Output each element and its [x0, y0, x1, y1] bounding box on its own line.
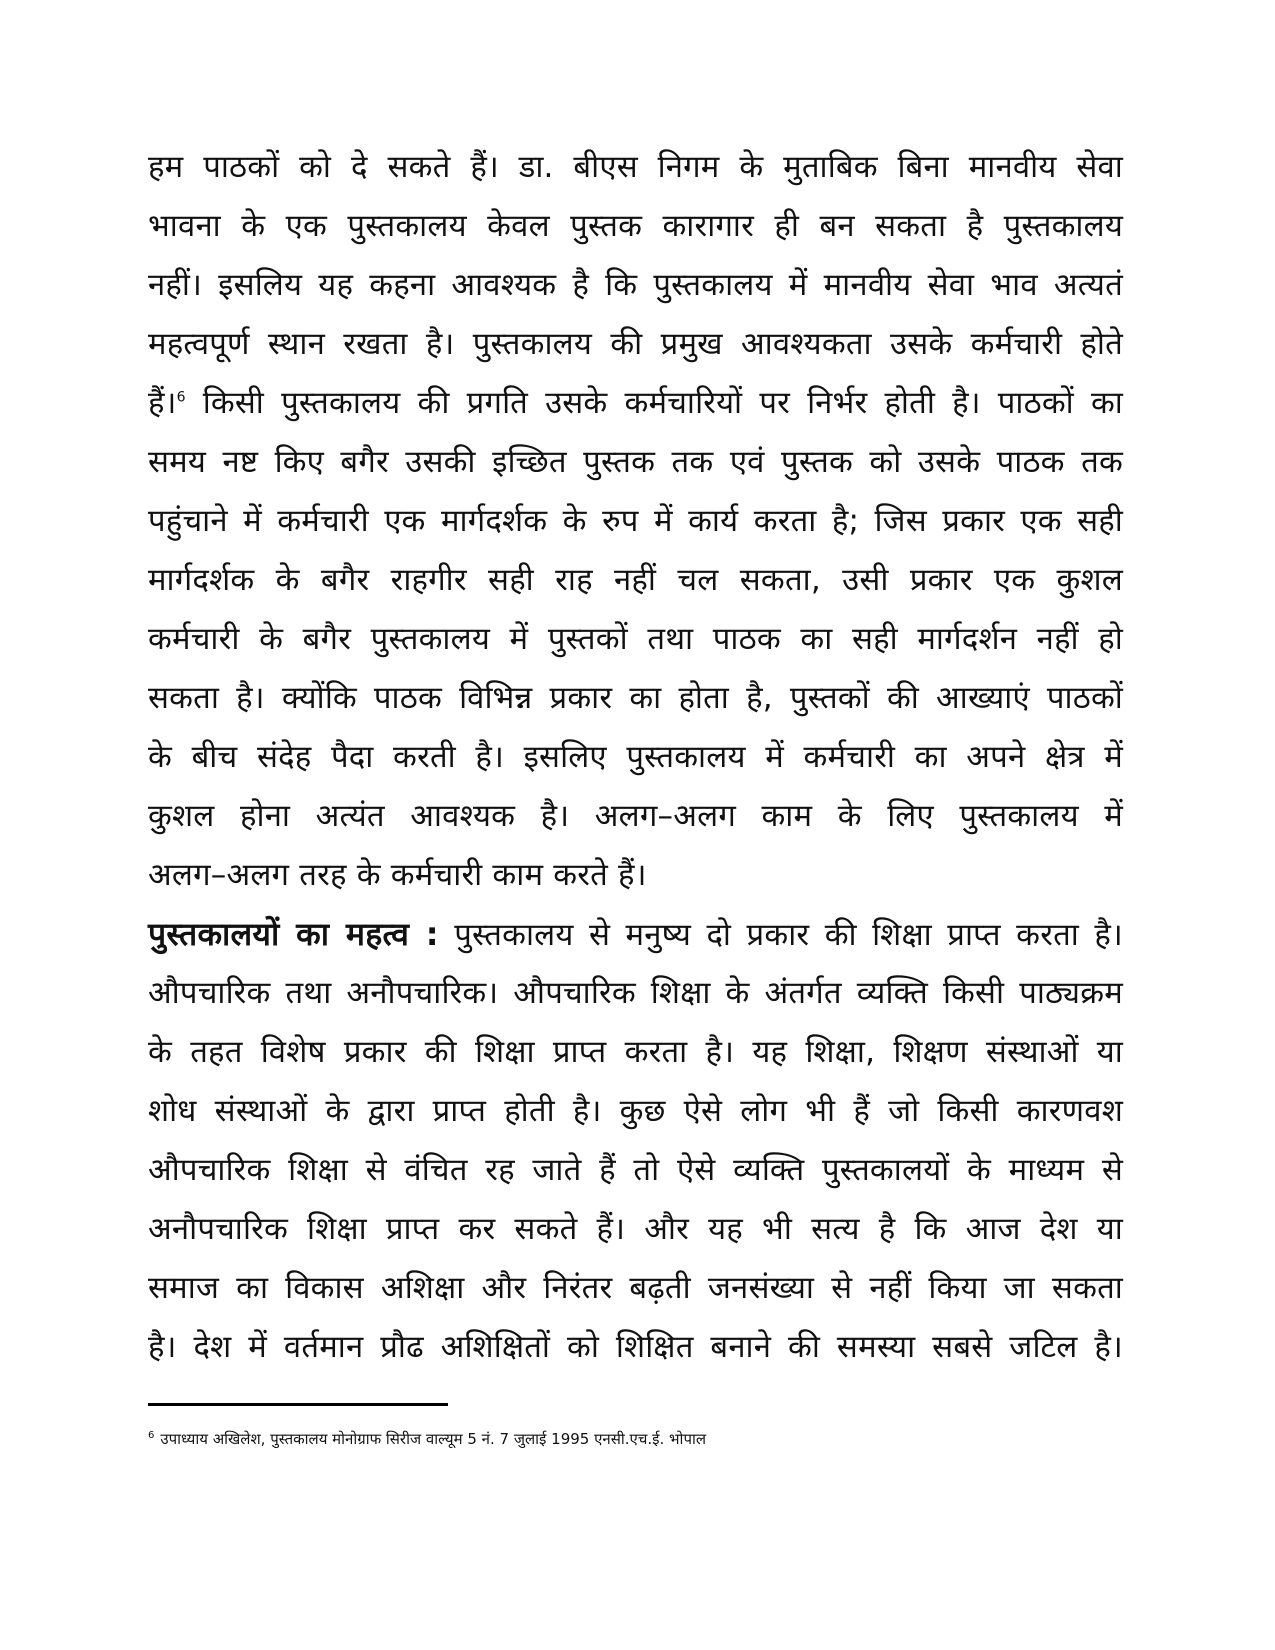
footnote-divider — [148, 1403, 448, 1406]
paragraph-line: शोध संस्थाओं के द्वारा प्राप्त होती है। कुछ ऐसे लोग भी हैं जो किसी कारणवश — [148, 1093, 1123, 1129]
paragraph-line: कर्मचारी के बगैर पुस्तकालय में पुस्तकों तथा पाठक का सही मार्गदर्शन नहीं हो — [148, 621, 1123, 657]
paragraph-line: मार्गदर्शक के बगैर राहगीर सही राह नहीं चल सकता, उसी प्रकार एक कुशल — [148, 562, 1123, 598]
paragraph-line-rest: किसी पुस्तकालय की प्रगति उसके कर्मचारियों पर निर्भर होती है। पाठकों का — [185, 385, 1123, 421]
paragraph-line: औपचारिक शिक्षा से वंचित रह जाते हैं तो ऐसे व्यक्ति पुस्तकालयों के माध्यम से — [148, 1152, 1123, 1188]
paragraph-line-with-footnote — [148, 374, 1123, 433]
paragraph-line: अलग–अलग तरह के कर्मचारी काम करते हैं। — [148, 857, 647, 893]
footnote-text: उपाध्याय अखिलेश, पुस्तकालय मोनोग्राफ सिरीज वाल्यूम 5 नं. 7 जुलाई 1995 एनसी.एच.ई. भोपाल — [160, 1430, 707, 1448]
paragraph-line: हम पाठकों को दे सकते हैं। डा. बीएस निगम के मुताबिक बिना मानवीय सेवा — [148, 149, 1123, 185]
paragraph-line: नहीं। इसलिय यह कहना आवश्यक है कि पुस्तकालय में मानवीय सेवा भाव अत्यतं — [148, 267, 1123, 303]
paragraph-line: भावना के एक पुस्तकालय केवल पुस्तक कारागार ही बन सकता है पुस्तकालय — [148, 208, 1123, 244]
paragraph-line: कुशल होना अत्यंत आवश्यक है। अलग–अलग काम के लिए पुस्तकालय में — [148, 798, 1123, 834]
section-heading: पुस्तकालयों का महत्व : — [148, 915, 439, 953]
paragraph-line-start: हैं। — [148, 385, 177, 421]
section-first-line — [148, 905, 1123, 964]
paragraph-line: के तहत विशेष प्रकार की शिक्षा प्राप्त करता है। यह शिक्षा, शिक्षण संस्थाओं या — [148, 1034, 1123, 1070]
paragraph-line: के बीच संदेह पैदा करती है। इसलिए पुस्तकालय में कर्मचारी का अपने क्षेत्र में — [148, 739, 1123, 775]
paragraph-line: समाज का विकास अशिक्षा और निरंतर बढ़ती जनसंख्या से नहीं किया जा सकता — [148, 1270, 1123, 1306]
paragraph-line-rest: पुस्तकालय से मनुष्य दो प्रकार की शिक्षा प्राप्त करता है। — [438, 917, 1123, 953]
paragraph-line: औपचारिक तथा अनौपचारिक। औपचारिक शिक्षा के अंतर्गत व्यक्ति किसी पाठ्यक्रम — [148, 975, 1123, 1011]
paragraph-line: पहुंचाने में कर्मचारी एक मार्गदर्शक के रुप में कार्य करता है; जिस प्रकार एक सही — [148, 503, 1123, 539]
paragraph-line: महत्वपूर्ण स्थान रखता है। पुस्तकालय की प्रमुख आवश्यकता उसके कर्मचारी होते — [148, 326, 1123, 362]
body-text — [148, 138, 1123, 1377]
paragraph-line: है। देश में वर्तमान प्रौढ अशिक्षितों को शिक्षित बनाने की समस्या सबसे जटिल है। — [148, 1329, 1123, 1365]
footnote-mark: 6 — [148, 1430, 155, 1441]
paragraph-line: अनौपचारिक शिक्षा प्राप्त कर सकते हैं। और यह भी सत्य है कि आज देश या — [148, 1211, 1123, 1247]
footnote — [148, 1428, 1123, 1450]
paragraph-line: समय नष्ट किए बगैर उसकी इच्छित पुस्तक तक एवं पुस्तक को उसके पाठक तक — [148, 444, 1123, 480]
footnote-reference[interactable]: 6 — [176, 389, 186, 406]
paragraph-line: सकता है। क्योंकि पाठक विभिन्न प्रकार का होता है, पुस्तकों की आख्याएं पाठकों — [148, 680, 1123, 716]
